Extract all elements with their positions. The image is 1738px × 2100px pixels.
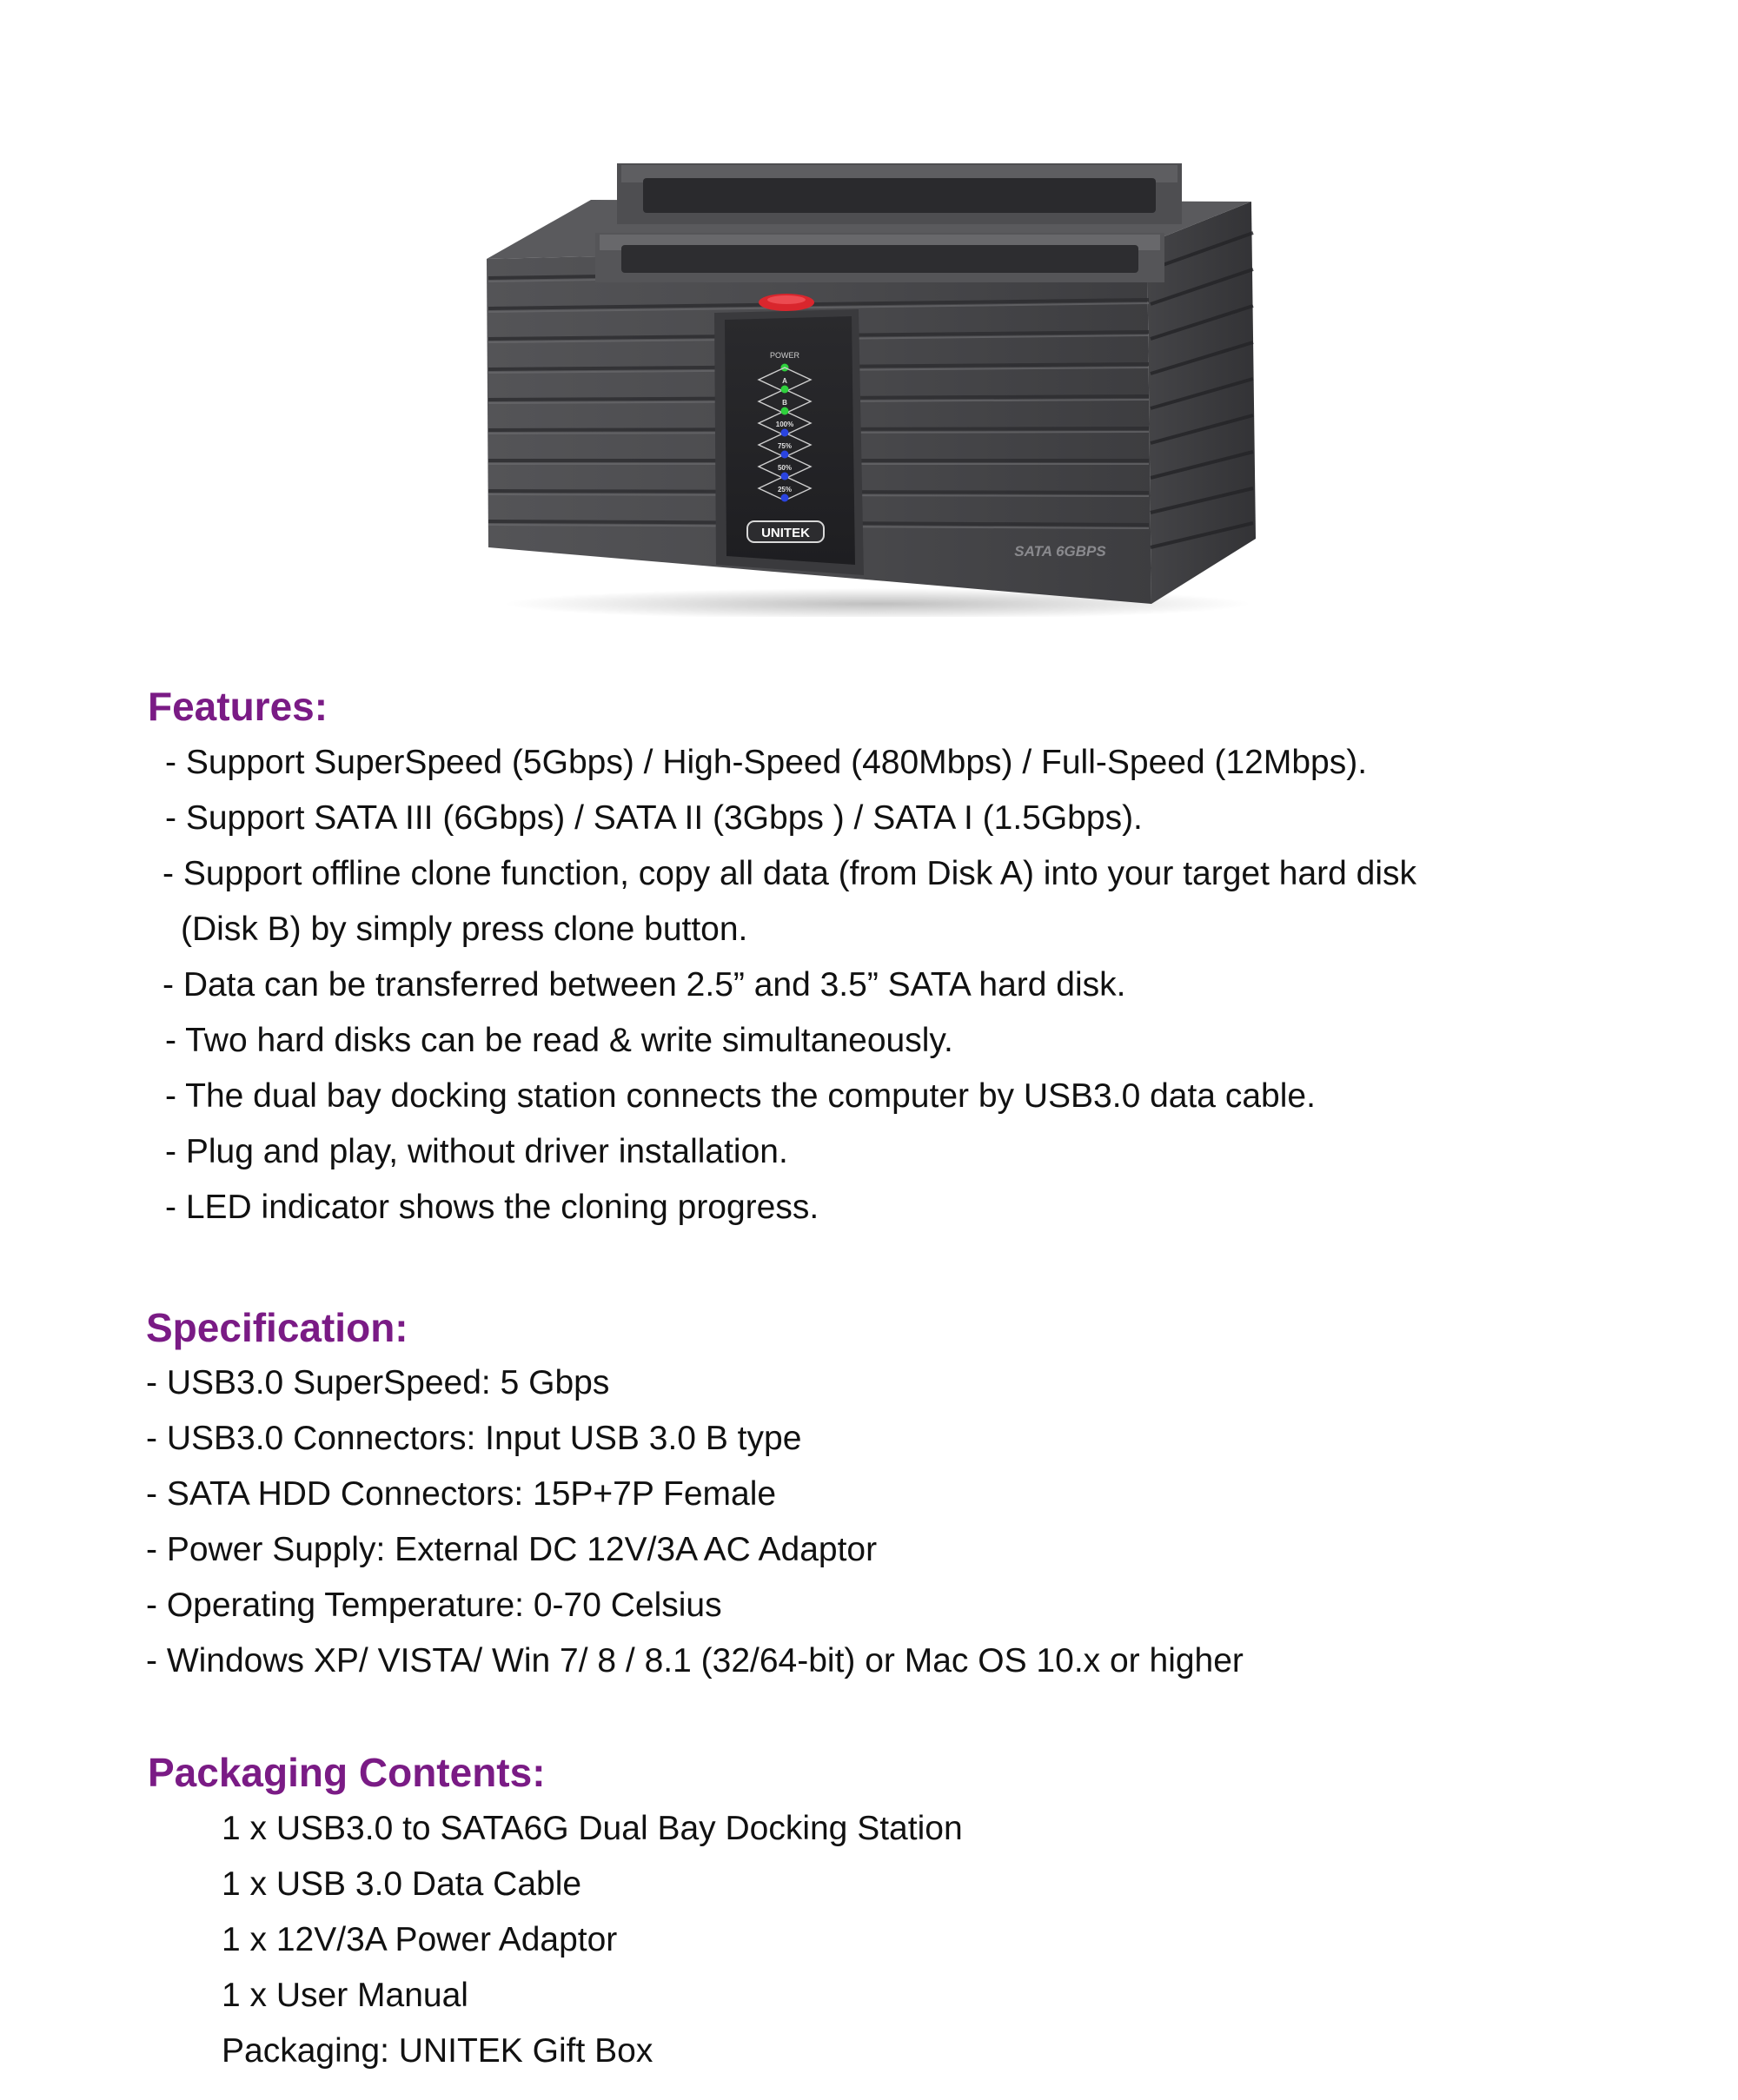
product-image-docking-station [469, 130, 1269, 617]
features-heading: Features: [148, 684, 328, 729]
spec-item: - Power Supply: External DC 12V/3A AC Adaptor [146, 1531, 878, 1568]
feature-item: - Data can be transferred between 2.5” and 3.5” SATA hard disk. [163, 966, 1126, 1004]
power-label: POWER [769, 351, 800, 360]
package-item: 1 x User Manual [222, 1977, 468, 2014]
feature-item: (Disk B) by simply press clone button. [181, 911, 748, 948]
led-label-50: 50% [777, 464, 793, 472]
packaging-heading: Packaging Contents: [148, 1750, 546, 1795]
led-label-25: 25% [777, 486, 793, 494]
spec-item: - USB3.0 Connectors: Input USB 3.0 B type [146, 1420, 802, 1457]
feature-item: - LED indicator shows the cloning progress. [165, 1189, 819, 1226]
brand-label: UNITEK [761, 526, 810, 540]
led-25 [781, 494, 789, 502]
package-item: Packaging: UNITEK Gift Box [222, 2032, 653, 2070]
led-75 [781, 451, 789, 459]
drive-bay-front [595, 233, 1164, 282]
feature-item: - The dual bay docking station connects the computer by USB3.0 data cable. [165, 1077, 1316, 1115]
spec-item: - USB3.0 SuperSpeed: 5 Gbps [146, 1364, 610, 1401]
led-label-75: 75% [777, 442, 793, 450]
feature-item: - Support SuperSpeed (5Gbps) / High-Speed (480Mbps) / Full-Speed (12Mbps). [165, 744, 1368, 781]
feature-item: - Support offline clone function, copy all data (from Disk A) into your target hard disk [163, 855, 1416, 892]
package-item: 1 x USB3.0 to SATA6G Dual Bay Docking Station [222, 1810, 963, 1847]
led-b [781, 407, 789, 415]
led-label-a: A [782, 377, 787, 385]
drive-bay-back [617, 163, 1182, 224]
specification-heading: Specification: [146, 1305, 408, 1350]
led-panel [714, 309, 864, 575]
led-50 [781, 473, 789, 480]
led-label-100: 100% [775, 421, 794, 428]
feature-item: - Plug and play, without driver installation. [165, 1133, 788, 1170]
feature-item: - Two hard disks can be read & write simultaneously. [165, 1022, 953, 1059]
sata-6gbps-label: SATA 6GBPS [1014, 543, 1106, 560]
package-item: 1 x 12V/3A Power Adaptor [222, 1921, 618, 1958]
package-item: 1 x USB 3.0 Data Cable [222, 1865, 582, 1903]
spec-item: - Operating Temperature: 0-70 Celsius [146, 1587, 722, 1624]
spec-item: - Windows XP/ VISTA/ Win 7/ 8 / 8.1 (32/64-bit) or Mac OS 10.x or higher [146, 1642, 1244, 1679]
feature-item: - Support SATA III (6Gbps) / SATA II (3Gbps ) / SATA I (1.5Gbps). [165, 799, 1143, 837]
spec-item: - SATA HDD Connectors: 15P+7P Female [146, 1475, 777, 1513]
led-a [781, 386, 789, 394]
led-100 [781, 429, 789, 437]
led-label-b: B [782, 399, 787, 407]
